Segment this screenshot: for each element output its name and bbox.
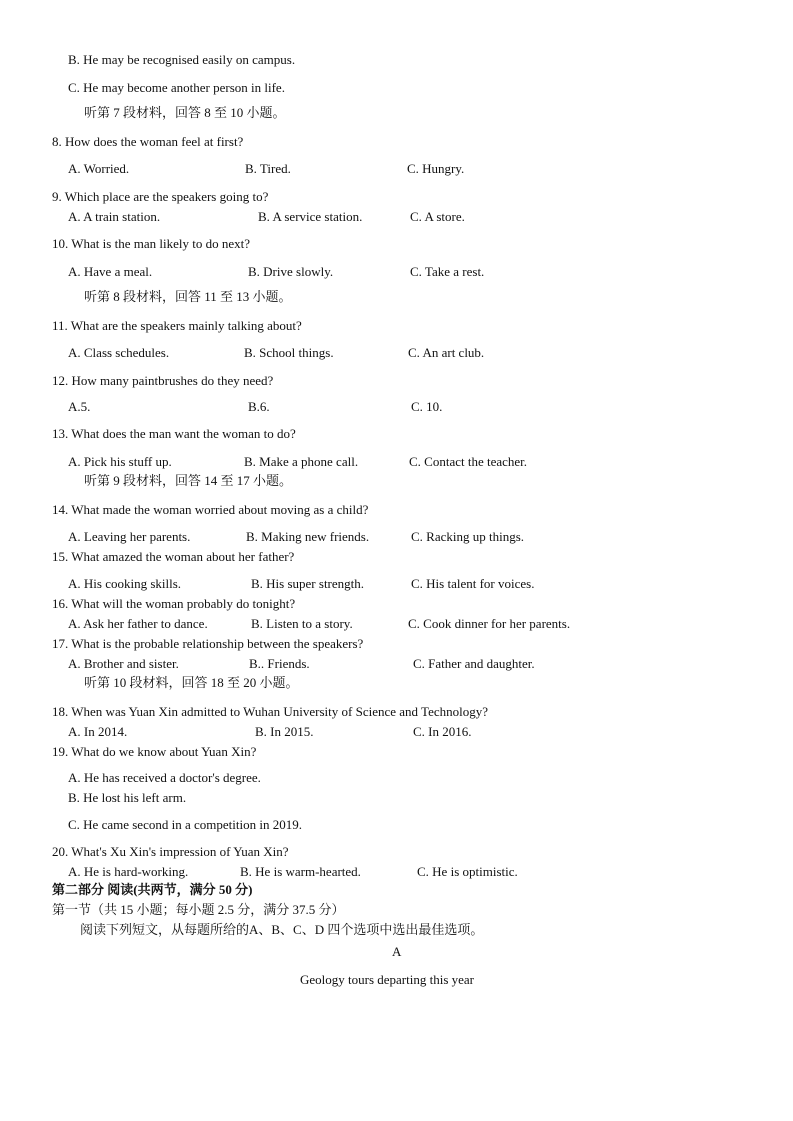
option-10a: A. Have a meal. xyxy=(68,264,153,279)
option-11c: C. An art club. xyxy=(408,345,485,360)
section-9-instruction: 听第 9 段材料，回答 14 至 17 小题。 xyxy=(84,473,293,488)
question-18: 18. When was Yuan Xin admitted to Wuhan University of Science and Technology? xyxy=(52,704,489,719)
part-two-heading: 第二部分 阅读(共两节，满分 50 分) xyxy=(52,882,253,897)
option-18b: B. In 2015. xyxy=(255,724,314,739)
question-11: 11. What are the speakers mainly talking about? xyxy=(52,318,302,333)
option-16a: A. Ask her father to dance. xyxy=(68,616,208,631)
option-12a: A.5. xyxy=(68,399,91,414)
option-17b: B.. Friends. xyxy=(249,656,310,671)
option-16b: B. Listen to a story. xyxy=(251,616,353,631)
option-17c: C. Father and daughter. xyxy=(413,656,535,671)
option-7b: B. He may be recognised easily on campus. xyxy=(68,52,296,67)
passage-label: A xyxy=(392,944,402,959)
option-15c: C. His talent for voices. xyxy=(411,576,535,591)
question-9: 9. Which place are the speakers going to? xyxy=(52,189,269,204)
option-9c: C. A store. xyxy=(410,209,465,224)
option-17a: A. Brother and sister. xyxy=(68,656,179,671)
option-11b: B. School things. xyxy=(244,345,334,360)
question-10: 10. What is the man likely to do next? xyxy=(52,236,250,251)
option-13a: A. Pick his stuff up. xyxy=(68,454,172,469)
option-11a: A. Class schedules. xyxy=(68,345,170,360)
option-8c: C. Hungry. xyxy=(407,161,465,176)
section-8-instruction: 听第 8 段材料，回答 11 至 13 小题。 xyxy=(84,289,292,304)
option-15b: B. His super strength. xyxy=(251,576,365,591)
option-15a: A. His cooking skills. xyxy=(68,576,182,591)
option-14b: B. Making new friends. xyxy=(246,529,370,544)
question-19: 19. What do we know about Yuan Xin? xyxy=(52,744,257,759)
option-9a: A. A train station. xyxy=(68,209,161,224)
option-16c: C. Cook dinner for her parents. xyxy=(408,616,571,631)
option-19a: A. He has received a doctor's degree. xyxy=(68,770,261,785)
option-8b: B. Tired. xyxy=(245,161,291,176)
question-12: 12. How many paintbrushes do they need? xyxy=(52,373,274,388)
question-20: 20. What's Xu Xin's impression of Yuan Xin? xyxy=(52,844,289,859)
option-18a: A. In 2014. xyxy=(68,724,128,739)
option-9b: B. A service station. xyxy=(258,209,363,224)
option-10c: C. Take a rest. xyxy=(410,264,485,279)
option-20a: A. He is hard-working. xyxy=(68,864,189,879)
option-8a: A. Worried. xyxy=(68,161,130,176)
question-15: 15. What amazed the woman about her father? xyxy=(52,549,295,564)
option-19b: B. He lost his left arm. xyxy=(68,790,187,805)
option-14c: C. Racking up things. xyxy=(411,529,525,544)
section-10-instruction: 听第 10 段材料，回答 18 至 20 小题。 xyxy=(84,675,299,690)
option-7c: C. He may become another person in life. xyxy=(68,80,285,95)
question-8: 8. How does the woman feel at first? xyxy=(52,134,244,149)
question-14: 14. What made the woman worried about moving as a child? xyxy=(52,502,369,517)
option-13b: B. Make a phone call. xyxy=(244,454,359,469)
option-14a: A. Leaving her parents. xyxy=(68,529,191,544)
option-10b: B. Drive slowly. xyxy=(248,264,334,279)
section-one-heading: 第一节（共 15 小题；每小题 2.5 分，满分 37.5 分） xyxy=(52,902,345,917)
reading-instruction: 阅读下列短文，从每题所给的A、B、C、D 四个选项中选出最佳选项。 xyxy=(80,922,484,937)
option-19c: C. He came second in a competition in 2019. xyxy=(68,817,302,832)
option-13c: C. Contact the teacher. xyxy=(409,454,528,469)
question-16: 16. What will the woman probably do tonight? xyxy=(52,596,296,611)
question-13: 13. What does the man want the woman to do? xyxy=(52,426,296,441)
passage-title: Geology tours departing this year xyxy=(300,972,475,987)
question-17: 17. What is the probable relationship between the speakers? xyxy=(52,636,364,651)
option-20c: C. He is optimistic. xyxy=(417,864,518,879)
section-7-instruction: 听第 7 段材料，回答 8 至 10 小题。 xyxy=(84,105,286,120)
option-12c: C. 10. xyxy=(411,399,443,414)
option-20b: B. He is warm-hearted. xyxy=(240,864,361,879)
option-12b: B.6. xyxy=(248,399,270,414)
option-18c: C. In 2016. xyxy=(413,724,472,739)
